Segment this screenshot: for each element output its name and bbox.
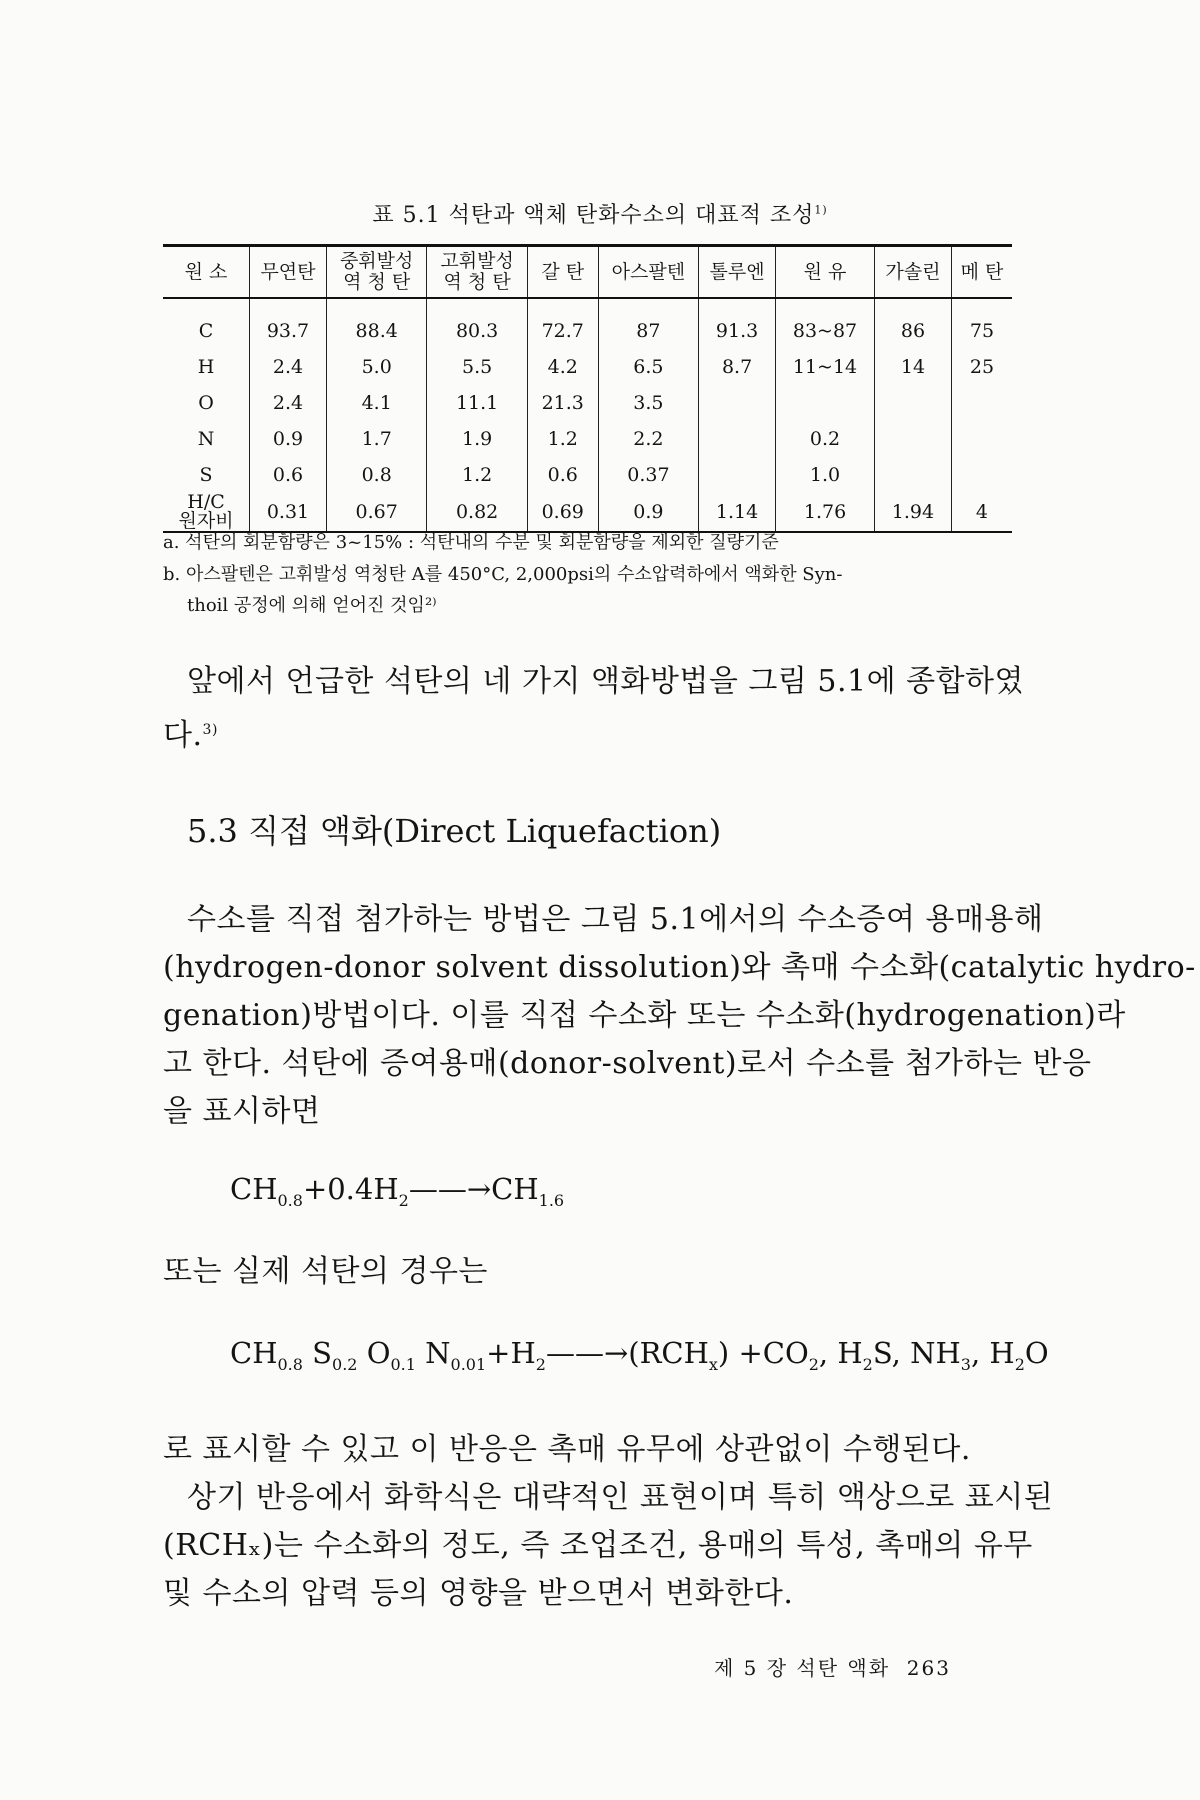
page-number: 263 [906, 1656, 951, 1680]
para3-line2: 상기 반응에서 화학식은 대략적인 표현이며 특히 액상으로 표시된 [187, 1480, 1054, 1515]
table-cell [951, 421, 1012, 457]
table-row [163, 457, 1012, 493]
equation-1: $CH_{0.8}+0.4H_2——\to CH_{1.6}$ [230, 1172, 565, 1210]
table-cell: 5.0 [326, 349, 426, 385]
table-row [163, 385, 1012, 421]
row-label [163, 493, 250, 532]
table-row [163, 493, 1012, 532]
row-label [163, 349, 250, 385]
row-label [163, 385, 250, 421]
footer-chapter: 제 5 장 석탄 액화 [714, 1656, 891, 1680]
table-header-8 [875, 246, 952, 299]
table-cell: 4.2 [527, 349, 598, 385]
table-header-7 [776, 246, 875, 299]
para1-line4: 고 한다. 석탄에 증여용매(donor-solvent)로서 수소를 첨가하는 반응 [163, 1046, 1092, 1081]
intro-text-line1: 앞에서 언급한 석탄의 네 가지 액화방법을 그림 5.1에 종합하였 [187, 664, 1025, 699]
table-header-row [163, 246, 1012, 299]
table-cell: 88.4 [326, 298, 426, 349]
table-header-text: 역 청 탄 [343, 271, 411, 293]
para1-line3: genation)방법이다. 이를 직접 수소화 또는 수소화(hydrogenation)라 [163, 998, 1126, 1033]
table-header-text: 중휘발성 [339, 250, 414, 272]
table-cell: 80.3 [427, 298, 527, 349]
table-cell: 11~14 [776, 349, 875, 385]
table-cell: 2.4 [250, 385, 327, 421]
table-cell [699, 421, 776, 457]
table-cell [699, 457, 776, 493]
row-label [163, 298, 250, 349]
table-note-b: b. 아스팔텐은 고휘발성 역청탄 A를 450°C, 2,000psi의 수소압력하에서 액화한 Syn- [163, 564, 843, 585]
para3-line4: 및 수소의 압력 등의 영향을 받으면서 변화한다. [163, 1576, 794, 1611]
row-label-text: C [198, 320, 214, 342]
row-label-text: H/C [187, 491, 225, 513]
table-cell [875, 385, 952, 421]
table-cell: 75 [951, 298, 1012, 349]
table-cell: 3.5 [598, 385, 698, 421]
table-cell: 1.14 [699, 493, 776, 532]
table-cell: 0.2 [776, 421, 875, 457]
table-cell: 0.69 [527, 493, 598, 532]
table-cell: 83~87 [776, 298, 875, 349]
table-cell: 1.7 [326, 421, 426, 457]
table-body [163, 298, 1012, 532]
table-cell: 25 [951, 349, 1012, 385]
row-label-text: 원자비 [178, 510, 234, 532]
row-label-text: S [199, 464, 213, 486]
intro-text-line2: 다.$^{3)}$ [163, 718, 218, 753]
table-header-text: 고휘발성 [440, 250, 514, 272]
table-row [163, 349, 1012, 385]
table-cell: 21.3 [527, 385, 598, 421]
table-cell: 6.5 [598, 349, 698, 385]
table-cell: 8.7 [699, 349, 776, 385]
para3-line3: (RCHₓ)는 수소화의 정도, 즉 조업조건, 용매의 특성, 촉매의 유무 [163, 1528, 1033, 1563]
table-header-3 [427, 246, 527, 299]
table-header-5 [598, 246, 698, 299]
table-cell: 1.2 [427, 457, 527, 493]
table-cell: 5.5 [427, 349, 527, 385]
para1-line1: 수소를 직접 첨가하는 방법은 그림 5.1에서의 수소증여 용매용해 [187, 902, 1044, 937]
table-header-0 [163, 246, 250, 299]
table-cell: 0.82 [427, 493, 527, 532]
table-cell: 4.1 [326, 385, 426, 421]
equation-2: $CH_{0.8}$ $S_{0.2}$ $O_{0.1}$ $N_{0.01}+H_2——\to(RCH_x) +CO_2$, $H_2S$, $NH_3$, $H_2O$ [230, 1336, 1049, 1374]
row-label-text: N [197, 428, 215, 450]
table-header-text: 가솔린 [885, 260, 941, 283]
para1-line5: 을 표시하면 [163, 1094, 321, 1129]
table-row [163, 421, 1012, 457]
table-note-a: a. 석탄의 회분함량은 3~15% : 석탄내의 수분 및 회분함량을 제외한 질량기준 [163, 532, 779, 553]
table-cell: 0.6 [250, 457, 327, 493]
composition-table [163, 244, 1012, 533]
table-note-b-cont: thoil 공정에 의해 얻어진 것임²⁾ [187, 595, 437, 616]
table-header-text: 무연탄 [260, 260, 316, 283]
table-cell [699, 385, 776, 421]
table-header-text: 역 청 탄 [443, 271, 511, 293]
table-cell [875, 457, 952, 493]
page-footer [714, 1652, 951, 1681]
table-header-1 [250, 246, 327, 299]
table-cell: 1.2 [527, 421, 598, 457]
table-header-9 [951, 246, 1012, 299]
table-cell: 87 [598, 298, 698, 349]
table-cell: 0.6 [527, 457, 598, 493]
table-cell [951, 457, 1012, 493]
table-cell: 0.31 [250, 493, 327, 532]
table-cell: 72.7 [527, 298, 598, 349]
para2: 또는 실제 석탄의 경우는 [163, 1254, 488, 1289]
table-cell: 0.8 [326, 457, 426, 493]
table-cell: 1.94 [875, 493, 952, 532]
row-label [163, 457, 250, 493]
row-label [163, 421, 250, 457]
table-header-text: 갈 탄 [541, 260, 585, 283]
table-cell: 2.4 [250, 349, 327, 385]
table-cell: 2.2 [598, 421, 698, 457]
table-cell: 4 [951, 493, 1012, 532]
table-header-4 [527, 246, 598, 299]
table-header-text: 메 탄 [960, 260, 1004, 283]
table-cell [776, 385, 875, 421]
row-label-text: H [197, 356, 215, 378]
table-cell: 0.9 [598, 493, 698, 532]
table-cell: 1.76 [776, 493, 875, 532]
table-cell: 86 [875, 298, 952, 349]
para3-line1: 로 표시할 수 있고 이 반응은 촉매 유무에 상관없이 수행된다. [163, 1432, 971, 1467]
table-cell: 1.0 [776, 457, 875, 493]
section-heading: 5.3 직접 액화(Direct Liquefaction) [187, 812, 722, 850]
table-header-2 [326, 246, 426, 299]
table-cell: 14 [875, 349, 952, 385]
table-cell [875, 421, 952, 457]
table-cell [951, 385, 1012, 421]
table-cell: 93.7 [250, 298, 327, 349]
table-cell: 0.37 [598, 457, 698, 493]
table-header-6 [699, 246, 776, 299]
table-header-text: 원 소 [184, 260, 228, 283]
table-header-text: 톨루엔 [709, 260, 765, 283]
row-label-text: O [198, 392, 214, 414]
table-cell: 91.3 [699, 298, 776, 349]
para1-line2: (hydrogen-donor solvent dissolution)와 촉매 수소화(catalytic hydro- [163, 950, 1196, 985]
table-row [163, 298, 1012, 349]
table-cell: 0.67 [326, 493, 426, 532]
table-cell: 0.9 [250, 421, 327, 457]
table-caption: 표 5.1 석탄과 액체 탄화수소의 대표적 조성$^{1)}$ [372, 203, 828, 228]
table-cell: 1.9 [427, 421, 527, 457]
table-cell: 11.1 [427, 385, 527, 421]
table-header-text: 아스팔텐 [611, 260, 686, 283]
table-header-text: 원 유 [803, 260, 847, 283]
